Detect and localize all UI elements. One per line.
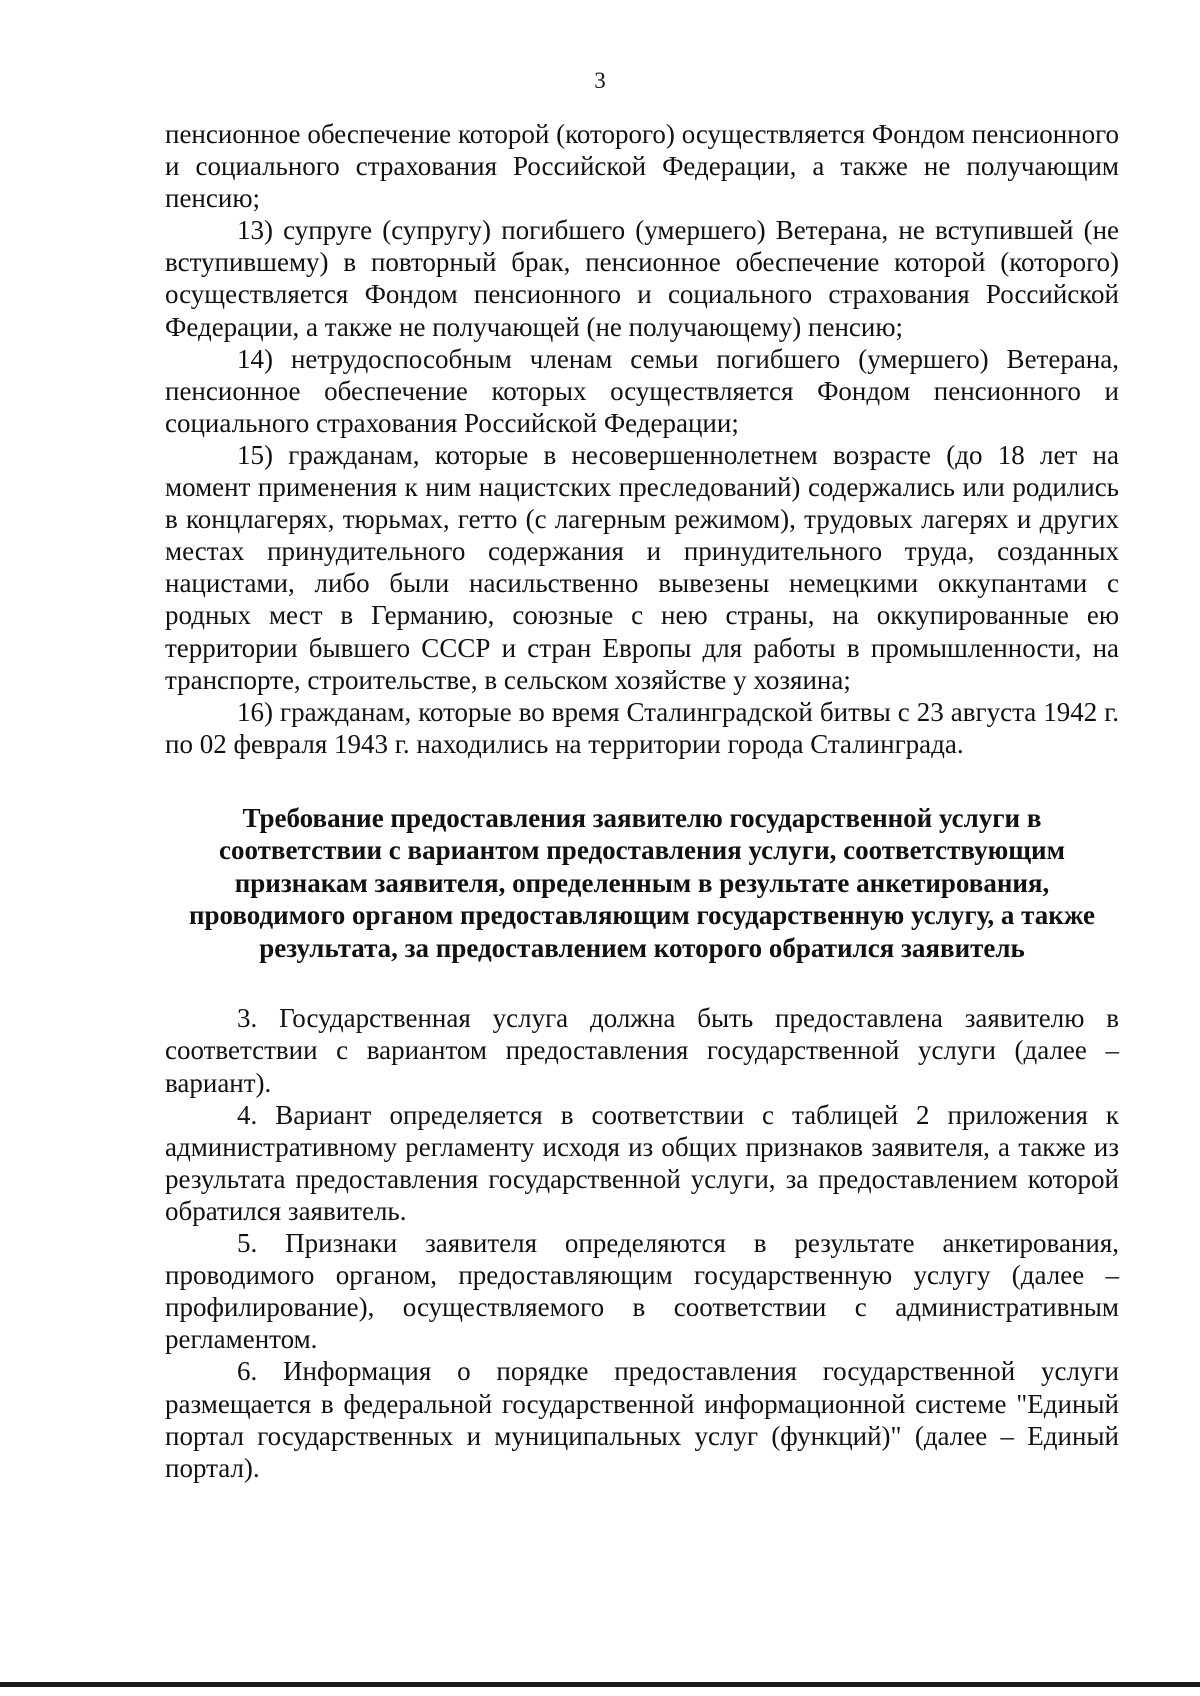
clause-3: 3. Государственная услуга должна быть предоставлена заявителю в соответствии с вариантом предоставления государственной услуги (далее – вариант). [165,1003,1119,1098]
list-item-16: 16) гражданам, которые во время Сталинградской битвы с 23 августа 1942 г. по 02 февраля 1943 г. находились на территории города Сталинграда. [165,696,1119,759]
clause-4: 4. Вариант определяется в соответствии с таблицей 2 приложения к административному регламенту исходя из общих признаков заявителя, а также из результата предоставления государственной услуги, за предоставлением которой обратился заявитель. [165,1099,1119,1226]
page-number: 3 [594,68,606,93]
list-item-15: 15) гражданам, которые в несовершеннолетнем возрасте (до 18 лет на момент применения к ним нацистских преследований) содержались или родились в концлагерях, тюрьмах, гетто (с лагерным режимом), трудовых лагерях и других местах принудительного содержания и принудительного труда, созданных нацистами, либо были насильственно вывезены немецкими оккупантами с родных мест в Германию, союзные с нею страны, на оккупированные ею территории бывшего СССР и стран Европы для работы в промышленности, на транспорте, строительстве, в сельском хозяйстве у хозяина; [165,439,1119,695]
clause-5: 5. Признаки заявителя определяются в результате анкетирования, проводимого органом, предоставляющим государственную услугу (далее – профилирование), осуществляемого в соответствии с административным регламентом. [165,1228,1119,1355]
paragraph-continuation: пенсионное обеспечение которой (которого) осуществляется Фондом пенсионного и социального страхования Российской Федерации, а также не получающим пенсию; [165,119,1119,214]
list-item-13: 13) супруге (супругу) погибшего (умершего) Ветерана, не вступившей (не вступившему) в повторный брак, пенсионное обеспечение которой (которого) осуществляется Фондом пенсионного и социального страхования Российской Федерации, а также не получающей (не получающему) пенсию; [165,215,1119,342]
document-body [165,118,1119,1484]
section-heading: Требование предоставления заявителю государственной услуги в соответствии с вариантом предоставления услуги, соответствующим признакам заявителя, определенным в результате анкетирования, проводимого органом предоставляющим государственную услугу, а также результата, за предоставлением которого обратился заявитель [188,802,1096,963]
bottom-scan-edge [0,1682,1200,1687]
clause-6: 6. Информация о порядке предоставления государственной услуги размещается в федеральной государственной информационной системе "Единый портал государственных и муниципальных услуг (функций)" (далее – Единый портал). [165,1356,1119,1483]
list-item-14: 14) нетрудоспособным членам семьи погибшего (умершего) Ветерана, пенсионное обеспечение которых осуществляется Фондом пенсионного и социального страхования Российской Федерации; [165,343,1119,438]
